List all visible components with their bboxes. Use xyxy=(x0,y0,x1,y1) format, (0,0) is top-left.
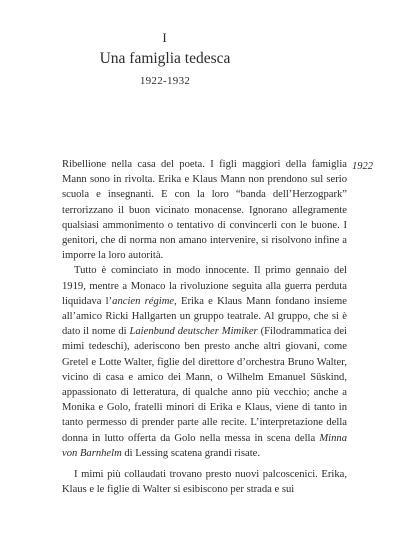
text-segment: di Lessing scatena grandi risate. xyxy=(121,447,260,459)
italic-phrase: Laienbund deutscher Mimiker xyxy=(129,326,258,338)
margin-year-note: 1922 xyxy=(352,161,373,172)
text-segment: Ribellione nella casa del poeta. I figli maggiori della famiglia Mann sono in rivolta. Erika e Klaus Mann non prendono sul serio scuola e insegnanti. E con la loro “banda dell’Herzogpark” terrorizzano il buon vicinato monacense. Ignorano allegramente qualsiasi ammonimento o tentativo di convincerli con le buone. I genitori, che di norma non amano intervenire, si risolvono infine a imporre la loro autorità. xyxy=(62,159,347,262)
italic-phrase: ancien régime xyxy=(112,295,175,307)
text-segment: (Filodrammatica dei mimi tedeschi), aderiscono ben presto anche altri giovani, come Gretel e Lotte Walter, figlie del direttore d’orchestra Bruno Walter, vicino di casa e amico dei Mann, o Wilhelm Emanuel Süskind, appassionato di letteratura, di qualche anno più vecchio; anche a Monika e Golo, fratelli minori di Erika e Klaus, viene di tanto in tanto permesso di prender parte alle recite. L’interpretazione della donna in lutto offerta da Golo nella messa in scena della xyxy=(62,326,348,444)
paragraph-1 xyxy=(62,157,347,263)
chapter-years: 1922-1932 xyxy=(139,75,191,87)
text-segment: Tutto è cominciato in modo innocente. Il primo gennaio del 1919, mentre a Monaco la rivoluzione seguita alla guerra perduta liquidava l’ xyxy=(62,265,347,307)
chapter-title: Una famiglia tedesca xyxy=(99,50,231,67)
italic-phrase: Minna von Barnhelm xyxy=(62,432,347,459)
text-segment: I mimi più collaudati trovano presto nuovi palcoscenici. Erika, Klaus e le figlie di Walter si esibiscono per strada e sui xyxy=(62,469,347,496)
text-segment: , Erika e Klaus Mann fondano insieme all’amico Ricki Hallgarten un gruppo teatrale. Al gruppo, che si è dato il nome di xyxy=(62,295,347,338)
chapter-number: I xyxy=(162,30,168,45)
paragraph-3 xyxy=(62,467,347,497)
paragraph-2 xyxy=(62,263,347,461)
body-text xyxy=(62,157,347,497)
chapter-header xyxy=(0,30,330,88)
